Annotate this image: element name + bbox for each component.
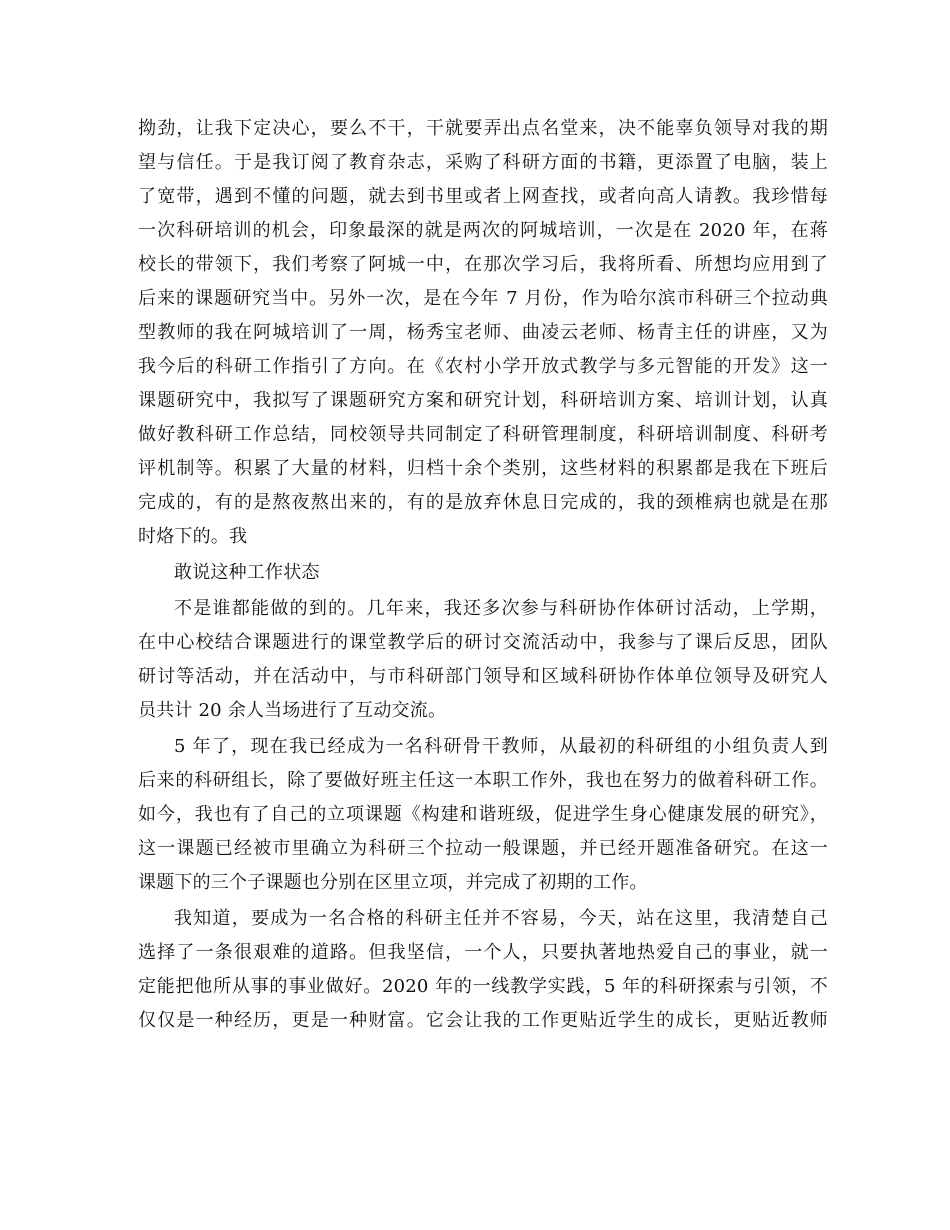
text-line: 拗劲，让我下定决心，要么不干，干就要弄出点名堂来，决不能辜负领导对我的期 [138,118,828,139]
text-line: 型教师的我在阿城培训了一周，杨秀宝老师、曲凌云老师、杨青主任的讲座，又为 [138,322,828,343]
text-line: 5 年了，现在我已经成为一名科研骨干教师，从最初的科研组的小组负责人到 [174,736,828,757]
text-line: 这一课题已经被市里确立为科研三个拉动一般课题，并已经开题准备研究。在这一 [138,838,828,859]
text-line: 定能把他所从事的事业做好。2020 年的一线教学实践，5 年的科研探索与引领，不 [138,976,828,997]
text-line: 了宽带，遇到不懂的问题，就去到书里或者上网查找，或者向高人请教。我珍惜每 [138,186,828,207]
text-line: 我知道，要成为一名合格的科研主任并不容易，今天，站在这里，我清楚自己 [174,908,828,929]
text-line: 我今后的科研工作指引了方向。在《农村小学开放式教学与多元智能的开发》这一 [138,356,828,377]
text-line: 仅仅是一种经历，更是一种财富。它会让我的工作更贴近学生的成长，更贴近教师 [138,1010,828,1031]
text-line: 不是谁都能做的到的。几年来，我还多次参与科研协作体研讨活动，上学期， [174,598,828,619]
text-line: 时烙下的。我 [138,526,248,547]
text-line: 选择了一条很艰难的道路。但我坚信，一个人，只要执著地热爱自己的事业，就一 [138,942,828,963]
text-line: 课题研究中，我拟写了课题研究方案和研究计划，科研培训方案、培训计划，认真 [138,390,828,411]
text-line: 评机制等。积累了大量的材料，归档十余个类别，这些材料的积累都是我在下班后 [138,458,828,479]
text-line: 研讨等活动，并在活动中，与市科研部门领导和区域科研协作体单位领导及研究人 [138,666,828,687]
text-line: 校长的带领下，我们考察了阿城一中，在那次学习后，我将所看、所想均应用到了 [138,254,828,275]
text-line: 敢说这种工作状态 [174,562,320,583]
text-line: 完成的，有的是熬夜熬出来的，有的是放弃休息日完成的，我的颈椎病也就是在那 [138,492,828,513]
text-line: 在中心校结合课题进行的课堂教学后的研讨交流活动中，我参与了课后反思，团队 [138,632,828,653]
text-line: 后来的科研组长，除了要做好班主任这一本职工作外，我也在努力的做着科研工作。 [138,770,828,791]
text-line: 课题下的三个子课题也分别在区里立项，并完成了初期的工作。 [138,872,648,893]
text-line: 望与信任。于是我订阅了教育杂志，采购了科研方面的书籍，更添置了电脑，装上 [138,152,828,173]
text-line: 后来的课题研究当中。另外一次，是在今年 7 月份，作为哈尔滨市科研三个拉动典 [138,288,828,309]
text-line: 员共计 20 余人当场进行了互动交流。 [138,700,447,721]
text-line: 如今，我也有了自己的立项课题《构建和谐班级，促进学生身心健康发展的研究》， [138,804,828,825]
text-line: 一次科研培训的机会，印象最深的就是两次的阿城培训，一次是在 2020 年，在蒋 [138,220,828,241]
text-line: 做好教科研工作总结，同校领导共同制定了科研管理制度，科研培训制度、科研考 [138,424,828,445]
